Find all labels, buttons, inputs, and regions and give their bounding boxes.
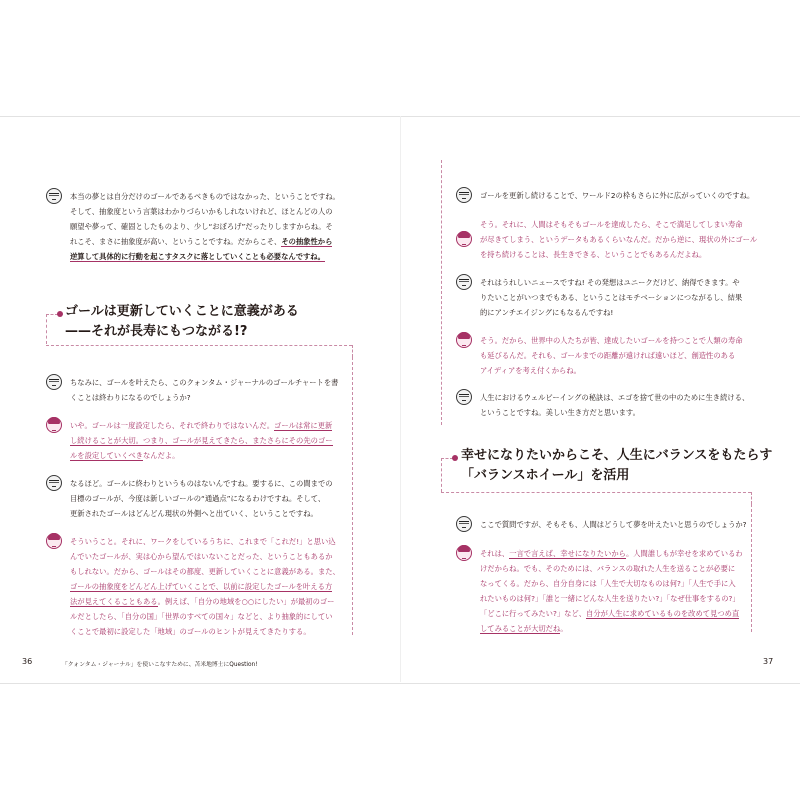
dialogue-r4: そう。だから、世界中の人たちが皆、達成したいゴールを持つことで人類の寿命 も延びるんだ。それも、ゴールまでの距離が遠ければ遠いほど、創造性のある アイディアを考え付くからね。	[456, 333, 743, 378]
dialogue-r2: そう。それに、人間はそもそもゴールを達成したら、そこで満足してしまい寿命 が尽きてしまう、というデータもあるくらいなんだ。だから逆に、現状の外にゴール を持ち続けることは、長生きできる、ということでもあるんだよね。	[456, 217, 757, 262]
heading-dash-vertical	[441, 458, 442, 492]
woman-avatar-icon	[456, 545, 472, 561]
man-avatar-icon	[456, 274, 472, 290]
frame-dash-right-2	[751, 504, 752, 632]
dialogue-q1: ちなみに、ゴールを叶えたら、このクォンタム・ジャーナルのゴールチャートを書 くことは終わりになるのでしょうか?	[46, 375, 338, 405]
heading-bullet-icon	[57, 311, 63, 317]
man-avatar-icon	[46, 475, 62, 491]
dialogue-r5: 人生におけるウェルビーイングの秘訣は、エゴを捨て世の中のために生き続ける、 ということですね。美しい生き方だと思います。	[456, 390, 749, 420]
heading-dash-vertical	[46, 314, 47, 344]
frame-dash-right	[352, 357, 353, 635]
dialogue-a2: そういうこと。それに、ワークをしているうちに、これまで「これだ!」と思い込 んでいたゴールが、実は心から望んではいないことだった、ということもあるか もしれない。だから、ゴールはその都度、更新していくことに意義がある。また、 ゴールの抽象度をどんどん上げていくことで、以前に設定したゴールを叶える方 法が見えてくることもある。例えば、「自分の地域を○○にしたい」が最初のゴー ルだとしたら、「自分の国」「世界のすべての国々」などと、より抽象的にしてい くことで最初に設定した「地域」のゴールのヒントが見えてきたりする。	[46, 534, 340, 639]
dialogue-r7: それは、一言で言えば、幸せになりたいから。人間誰しもが幸せを求めているわ けだからね。でも、そのためには、バランスの取れた人生を送ることが必要に なってくる。だから、自分自身には「人生で大切なものは何?」「人生で手に入 れたいものは何?」「誰と一緒にどんな人生を送りたい?」「なぜ仕事をするの?」 「どこに行ってみたい?」など、自分が人生に求めているものを改めて見つめ直 してみることが大切だね。	[456, 546, 743, 636]
heading-dash-bottom	[441, 492, 751, 493]
woman-avatar-icon	[456, 231, 472, 247]
dialogue-r6: ここで質問ですが、そもそも、人間はどうして夢を叶えたいと思うのでしょうか?	[456, 517, 747, 532]
heading-dash-bottom	[46, 345, 352, 346]
man-avatar-icon	[456, 389, 472, 405]
page-number-left: 36	[22, 657, 33, 666]
intro-text: 本当の夢とは自分だけのゴールであるべきものではなかった、ということですね。 そして、抽象度という言葉はわかりづらいかもしれないけれど、ほとんどの人の 願望や夢って、確固としたものより、少し“おぼろげ”だったりしますからね。そ れこそ、まさに抽象度が高い、ということですね。だからこそ、その抽象性から 逆算して具体的に行動を起こすタスクに落としていくことも必要なんですね。	[70, 192, 340, 261]
heading-dash-corner	[751, 492, 752, 504]
page-number-right: 37	[763, 657, 774, 666]
heading-bullet-icon	[452, 455, 458, 461]
frame-dash-left	[441, 160, 442, 425]
man-avatar-icon	[46, 188, 62, 204]
section-heading-left: ゴールは更新していくことに意義がある ——それが長寿にもつながる!?	[65, 304, 299, 339]
dialogue-q2: なるほど。ゴールに終わりというものはないんですね。要するに、この間までの 目標のゴールが、今度は新しいゴールの“通過点”になるわけですね。そして、 更新されたゴールはどんどん現状の外側へと出ていく、ということですね。	[46, 476, 333, 521]
woman-avatar-icon	[46, 533, 62, 549]
heading-dash-corner	[352, 345, 353, 357]
section-heading-right: 幸せになりたいからこそ、人生にバランスをもたらす 「バランスホイール」を活用	[461, 448, 773, 483]
woman-avatar-icon	[46, 417, 62, 433]
man-avatar-icon	[456, 187, 472, 203]
dialogue-a1: いや。ゴールは一度設定したら、それで終わりではないんだ。ゴールは常に更新 し続けることが大切。つまり、ゴールが見えてきたら、またさらにその先のゴー ルを設定していくべきなんだよ。	[46, 418, 333, 463]
man-avatar-icon	[46, 374, 62, 390]
woman-avatar-icon	[456, 332, 472, 348]
dialogue-r1: ゴールを更新し続けることで、ワールド2の枠もさらに外に広がっていくのですね。	[456, 188, 754, 203]
dialogue-r3: それはうれしいニュースですね! その発想はユニークだけど、納得できます。や りたいことがいつまでもある、ということはモチベーションにつながるし、結果 的にアンチエイジングにもなるんですね!	[456, 275, 742, 320]
man-avatar-icon	[456, 516, 472, 532]
gutter-line	[400, 116, 401, 682]
intro-dialogue	[46, 189, 340, 264]
running-head: 「クォンタム・ジャーナル」を使いこなすために、苫米地博士にQuestion!	[62, 662, 258, 668]
